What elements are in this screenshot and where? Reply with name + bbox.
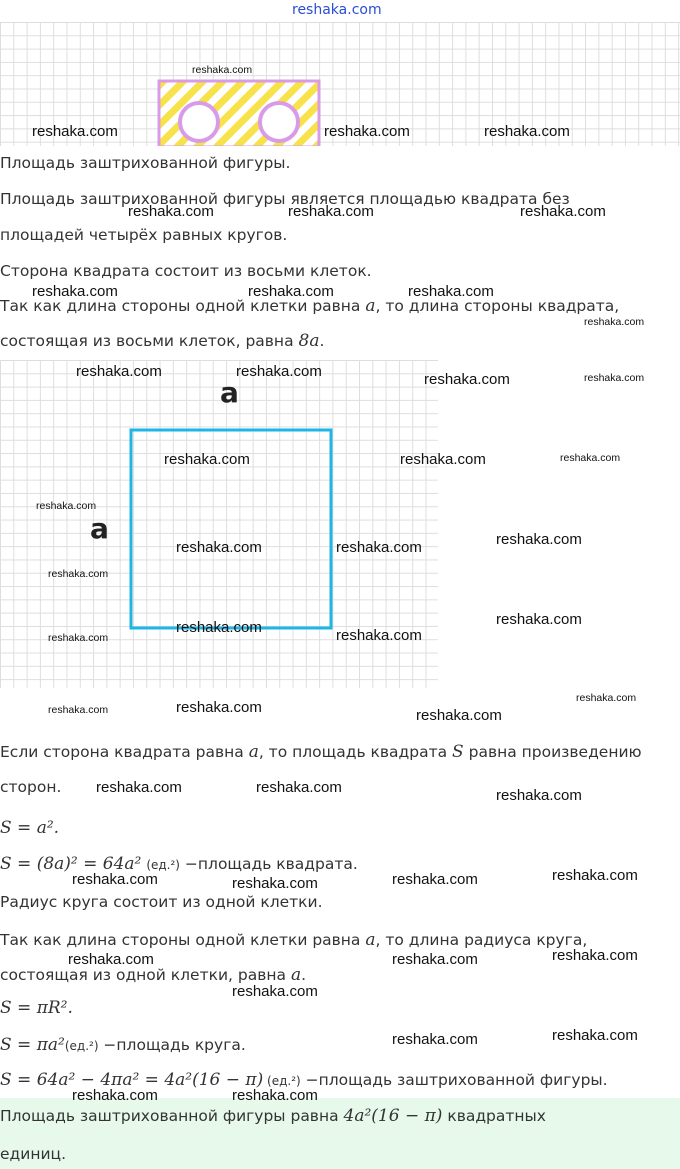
paragraph-7b: состоящая из одной клетки, равна a. [0,965,307,985]
watermark-text: reshaka.com [232,983,318,1000]
watermark-text: reshaka.com [248,283,334,300]
watermark-text: reshaka.com [552,867,638,884]
square-side-label-left: a [90,512,109,545]
paragraph-7a: Так как длина стороны одной клетки равна a, то длина радиуса круга, [0,930,588,950]
watermark-text: reshaka.com [552,947,638,964]
formula-5: S = 64a² − 4πa² = 4a²(16 − π) (ед.²) −площадь заштрихованной фигуры. [0,1070,608,1090]
watermark-text: reshaka.com [128,203,214,220]
watermark-text: reshaka.com [552,1027,638,1044]
watermark-text: reshaka.com [400,451,486,468]
watermark-text: reshaka.com [392,871,478,888]
watermark-text: reshaka.com [176,699,262,716]
paragraph-4b: состоящая из восьми клеток, равна 8a. [0,331,325,351]
answer-line-2: единиц. [0,1145,67,1163]
watermark-text: reshaka.com [232,1087,318,1104]
watermark-text: reshaka.com [48,632,109,644]
watermark-text: reshaka.com [256,779,342,796]
watermark-text: reshaka.com [164,451,250,468]
watermark-text: reshaka.com [176,539,262,556]
watermark-text: reshaka.com [336,627,422,644]
circle-right [260,103,298,141]
paragraph-5b: сторон. [0,778,62,796]
paragraph-6: Радиус круга состоит из одной клетки. [0,893,323,911]
watermark-text: reshaka.com [584,372,645,384]
watermark-text: reshaka.com [96,779,182,796]
watermark-text: reshaka.com [288,203,374,220]
watermark-text: reshaka.com [48,568,109,580]
watermark-text: reshaka.com [324,123,410,140]
paragraph-4a: Так как длина стороны одной клетки равна a, то длина стороны квадрата, [0,296,620,316]
watermark-text: reshaka.com [496,531,582,548]
watermark-text: reshaka.com [392,951,478,968]
paragraph-1: Площадь заштрихованной фигуры. [0,154,291,172]
formula-4: S = πa²(ед.²) −площадь круга. [0,1035,246,1055]
paragraph-3: Сторона квадрата состоит из восьми клеток. [0,262,372,280]
watermark-text: reshaka.com [584,316,645,328]
watermark-text: reshaka.com [68,951,154,968]
paragraph-2a: Площадь заштрихованной фигуры является площадью квадрата без [0,190,570,208]
watermark-text: reshaka.com [76,363,162,380]
watermark-text: reshaka.com [192,64,253,76]
watermark-text: reshaka.com [416,707,502,724]
formula-1: S = a². [0,818,60,838]
watermark-text: reshaka.com [424,371,510,388]
formula-3: S = πR². [0,998,73,1018]
watermark-text: reshaka.com [560,452,621,464]
watermark-text: reshaka.com [392,1031,478,1048]
watermark-text: reshaka.com [236,363,322,380]
watermark-text: reshaka.com [48,704,109,716]
watermark-text: reshaka.com [32,123,118,140]
paragraph-2b: площадей четырёх равных кругов. [0,226,288,244]
watermark-text: reshaka.com [520,203,606,220]
site-header-link[interactable]: reshaka.com [292,2,382,18]
watermark-text: reshaka.com [496,611,582,628]
circle-left [180,103,218,141]
square-side-label-top: a [220,376,239,409]
watermark-text: reshaka.com [408,283,494,300]
watermark-text: reshaka.com [484,123,570,140]
paragraph-5a: Если сторона квадрата равна a, то площадь квадрата S равна произведению [0,742,642,762]
watermark-text: reshaka.com [576,692,637,704]
answer-line-1: Площадь заштрихованной фигуры равна 4a²(16 − π) квадратных [0,1106,546,1126]
watermark-text: reshaka.com [496,787,582,804]
watermark-text: reshaka.com [36,500,97,512]
watermark-text: reshaka.com [32,283,118,300]
watermark-text: reshaka.com [232,875,318,892]
watermark-text: reshaka.com [336,539,422,556]
formula-2: S = (8a)² = 64a² (ед.²) −площадь квадрата. [0,854,358,874]
watermark-text: reshaka.com [72,871,158,888]
watermark-text: reshaka.com [176,619,262,636]
watermark-text: reshaka.com [72,1087,158,1104]
